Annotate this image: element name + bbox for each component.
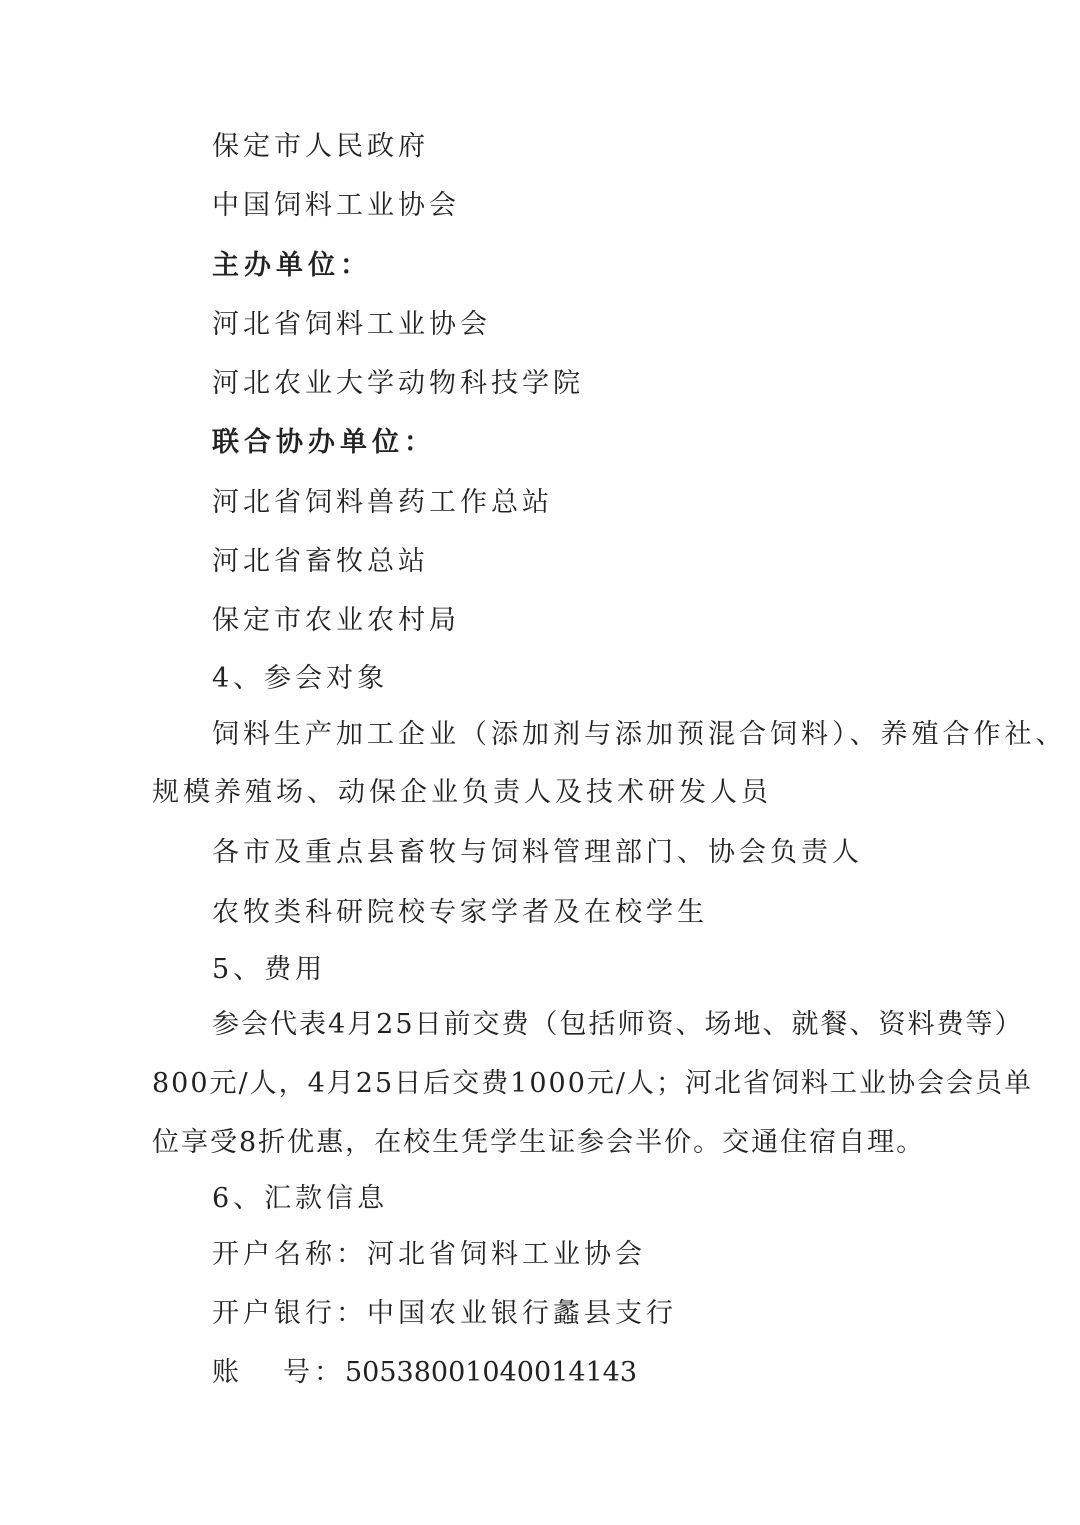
section-heading-host: 主办单位： — [212, 250, 372, 281]
bank-line: 开户银行：中国农业银行蠡县支行 — [212, 1298, 677, 1329]
organizer-line-1: 保定市人民政府 — [212, 131, 429, 162]
attendees-para-3: 农牧类科研院校专家学者及在校学生 — [212, 897, 708, 928]
co-host-line-2: 河北省畜牧总站 — [212, 546, 429, 577]
organizer-line-2: 中国饲料工业协会 — [212, 190, 460, 221]
attendees-para-2: 各市及重点县畜牧与饲料管理部门、协会负责人 — [212, 837, 863, 868]
co-host-line-1: 河北省饲料兽药工作总站 — [212, 487, 553, 518]
account-label-char-1: 账 — [212, 1357, 239, 1388]
section-heading-fees: 5、费用 — [212, 954, 327, 985]
fees-line-3: 位享受8折优惠，在校生凭学生证参会半价。交通住宿自理。 — [152, 1127, 926, 1158]
fees-line-1: 参会代表4月25日前交费（包括师资、场地、就餐、资料费等） — [212, 1009, 1024, 1040]
fees-line-2: 800元/人，4月25日后交费1000元/人；河北省饲料工业协会会员单 — [152, 1068, 1033, 1099]
account-name-line: 开户名称：河北省饲料工业协会 — [212, 1239, 646, 1270]
attendees-para-1a: 饲料生产加工企业（添加剂与添加预混合饲料）、养殖合作社、 — [212, 719, 1067, 750]
account-label-char-2: 号： — [283, 1357, 345, 1388]
account-number-line — [212, 1355, 637, 1391]
section-heading-co-host: 联合协办单位： — [212, 427, 436, 458]
account-number-value: 50538001040014143 — [345, 1357, 638, 1388]
section-heading-attendees: 4、参会对象 — [212, 663, 389, 694]
host-line-1: 河北省饲料工业协会 — [212, 309, 491, 340]
attendees-para-1b: 规模养殖场、动保企业负责人及技术研发人员 — [152, 777, 772, 808]
section-heading-remittance: 6、汇款信息 — [212, 1183, 389, 1214]
host-line-2: 河北农业大学动物科技学院 — [212, 368, 584, 399]
co-host-line-3: 保定市农业农村局 — [212, 605, 460, 636]
